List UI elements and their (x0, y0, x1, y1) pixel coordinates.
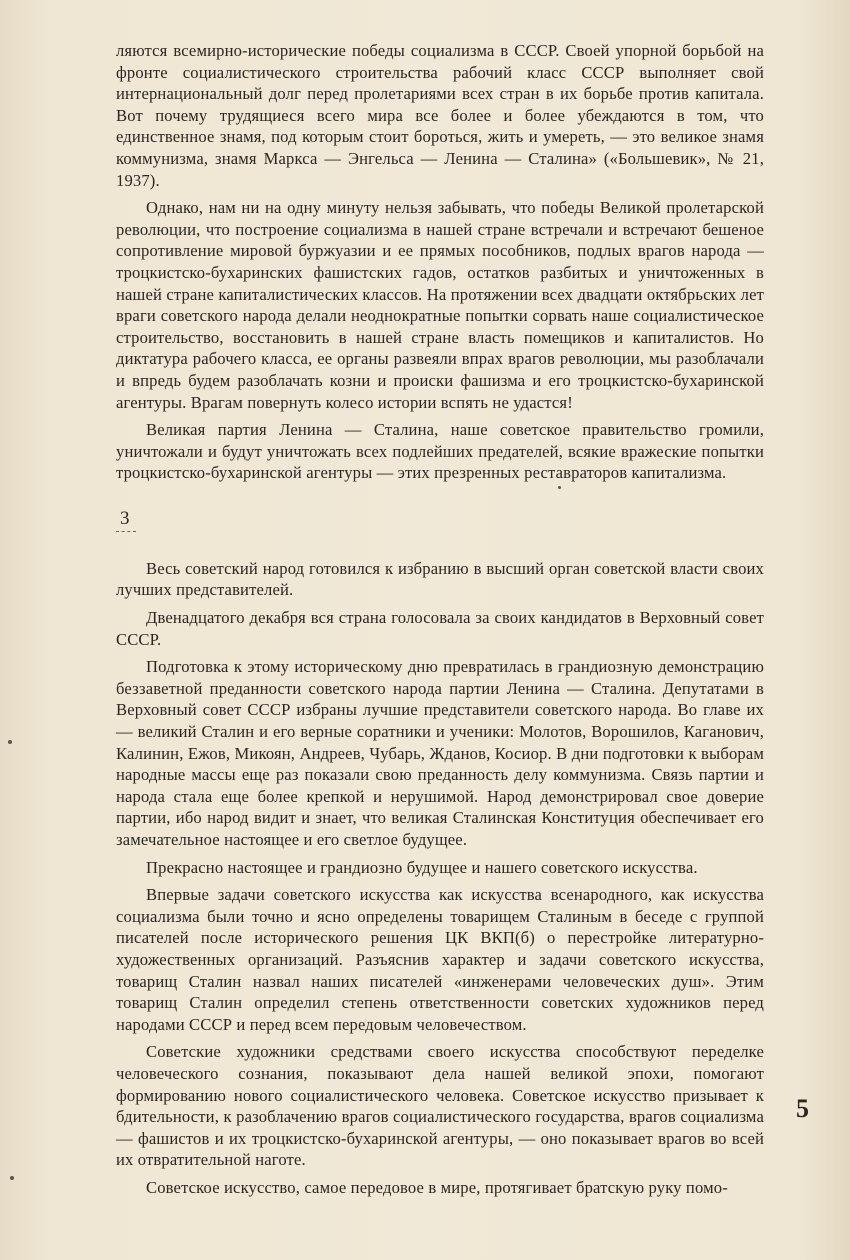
paragraph: ляются всемирно-исторические победы социализма в СССР. Своей упорной борьбой на фронте социалистического строительства рабочий класс СССР выполняет свой интернациональный долг перед пролетариями всех стран в их борьбе против капитала. Вот почему трудящиеся всего мира все более и более убеждаются в том, что единственное знамя, под которым стоит бороться, жить и умереть, — это великое знамя коммунизма, знамя Маркса — Энгельса — Ленина — Сталина» («Большевик», № 21, 1937). (116, 41, 764, 190)
paragraph: Великая партия Ленина — Сталина, наше советское правительство громили, уничтожали и будут уничтожать всех подлейших предателей, всякие вражеские попытки троцкистско-бухаринской агентуры — этих презренных реставраторов капитализма. (116, 420, 764, 483)
paragraph: Подготовка к этому историческому дню превратилась в грандиозную демонстрацию беззаветной преданности советского народа партии Ленина — Сталина. Депутатами в Верховный совет СССР избраны лучшие представители советского народа. Во главе их — великий Сталин и его верные соратники и ученики: Молотов, Ворошилов, Каганович, Калинин, Ежов, Микоян, Андреев, Чубарь, Жданов, Косиор. В дни подготовки к выборам народные массы еще раз показали свою преданность делу коммунизма. Связь партии и народа стала еще более крепкой и нерушимой. Народ демонстрировал свое доверие партии, ибо народ видит и знает, что великая Сталинская Конституция обеспечивает его замечательное настоящее и его светлое будущее. (116, 657, 764, 849)
page-number: 5 (796, 1094, 809, 1123)
paper-speck (8, 740, 12, 744)
section-number: 3 (116, 508, 136, 533)
paragraph: Однако, нам ни на одну минуту нельзя забывать, что победы Великой пролетарской революции, что построение социализма в нашей стране встречали и встречают бешеное сопротивление мировой буржуазии и ее прямых пособников, подлых врагов народа — троцкистско-бухаринских фашистских гадов, остатков разбитых и уничтоженных в нашей стране капиталистических классов. На протяжении всех двадцати октябрьских лет враги советского народа делали неоднократные попытки сорвать наше социалистическое строительство, восстановить в нашей стране власть помещиков и капиталистов. Но диктатура рабочего класса, ее органы развеяли впрах врагов революции, мы разоблачали и впредь будем разоблачать козни и происки фашизма и его троцкистско-бухаринской агентуры. Врагам повернуть колесо истории вспять не удастся! (116, 198, 764, 412)
paragraph: Впервые задачи советского искусства как искусства всенародного, как искусства социализма были точно и ясно определены товарищем Сталиным в беседе с группой писателей после исторического решения ЦК ВКП(б) о перестройке литературно-художественных организаций. Разъяснив характер и задачи советского искусства, товарищ Сталин назвал наших писателей «инженерами человеческих душ». Этим товарищ Сталин определил степень ответственности советских художников перед народами СССР и перед всем передовым человечеством. (116, 885, 764, 1034)
paragraph: Весь советский народ готовился к избранию в высший орган советской власти своих лучших представителей. (116, 558, 764, 600)
section-heading (116, 508, 764, 538)
text-column (116, 40, 764, 1205)
paper-speck (558, 486, 561, 489)
paragraph: Прекрасно настоящее и грандиозно будущее и нашего советского искусства. (146, 857, 698, 877)
paper-speck (10, 1176, 14, 1180)
paragraph: Советское искусство, самое передовое в мире, протягивает братскую руку помо- (146, 1177, 728, 1197)
paragraph: Советские художники средствами своего искусства способствуют переделке человеческого сознания, показывают дела нашей великой эпохи, помогают формированию нового социалистического человека. Советское искусство призывает к бдительности, к разоблачению врагов социалистического государства, врагов социализма — фашистов и их троцкистско-бухаринской агентуры, — оно показывает врагов во всей их отвратительной наготе. (116, 1042, 764, 1170)
paragraph: Двенадцатого декабря вся страна голосовала за своих кандидатов в Верховный совет СССР. (116, 608, 764, 649)
